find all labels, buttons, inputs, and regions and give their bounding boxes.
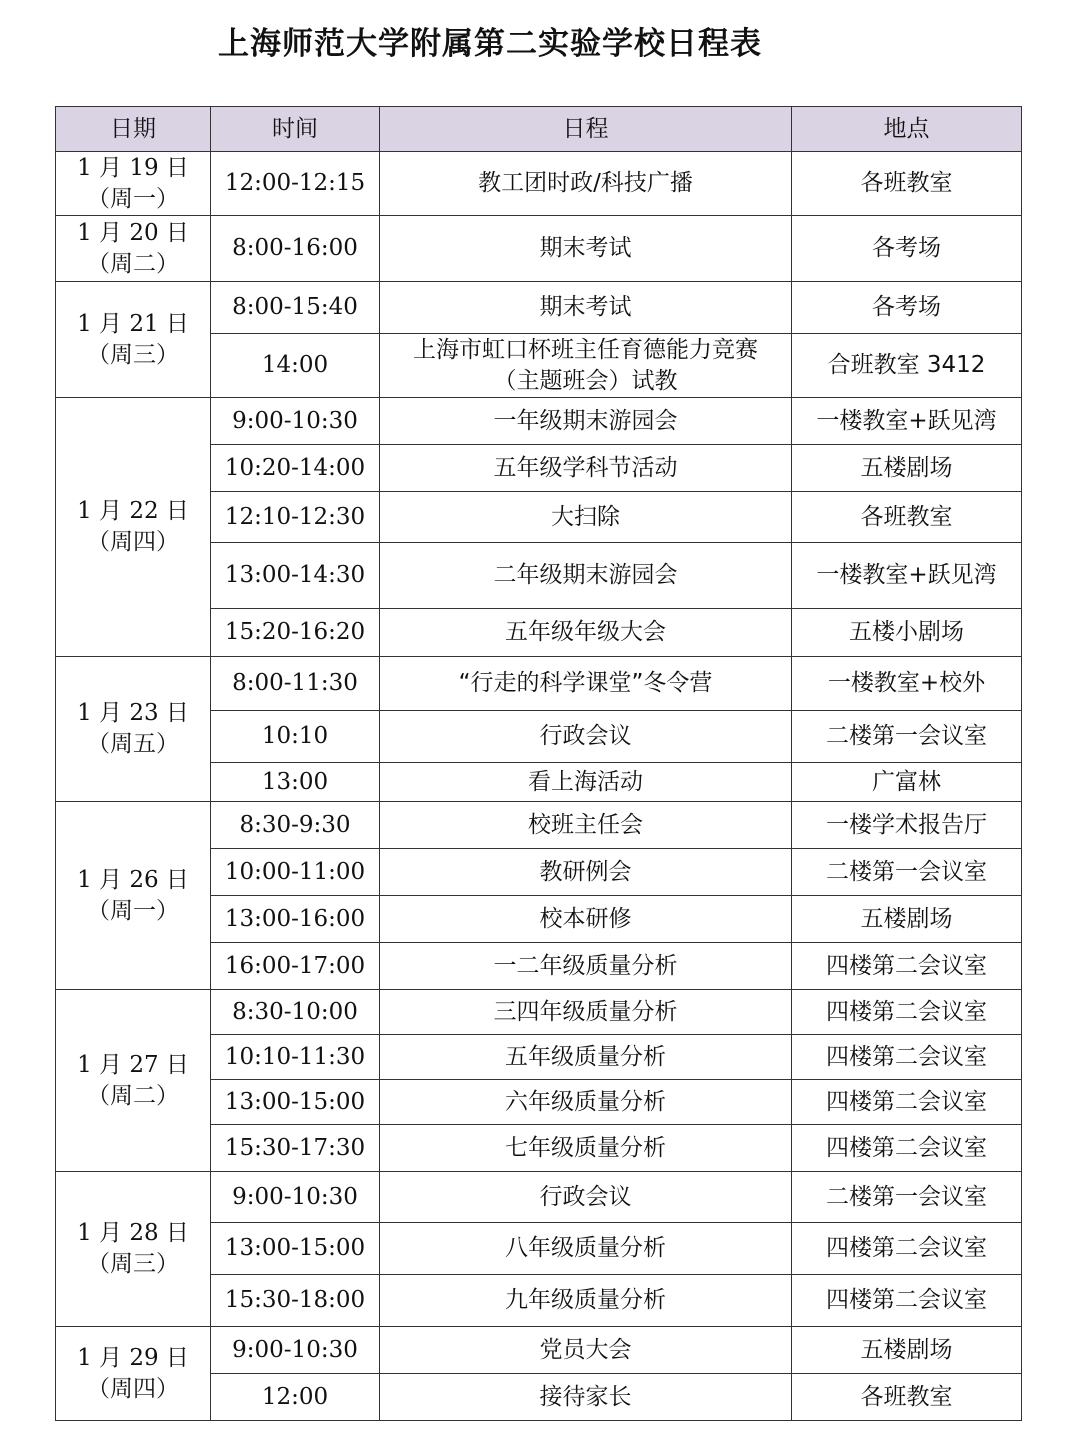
date-label: 1 月 19 日 (77, 154, 189, 181)
time-cell: 9:00-10:30 (211, 1172, 380, 1223)
event-line: （主题班会）试教 (493, 367, 678, 394)
time-cell: 9:00-10:30 (211, 1327, 380, 1374)
date-cell (56, 990, 211, 1172)
event-cell: 三四年级质量分析 (380, 990, 792, 1035)
time-cell: 15:30-18:00 (211, 1275, 380, 1327)
time-cell: 8:00-15:40 (211, 282, 380, 334)
time-cell: 8:30-9:30 (211, 802, 380, 849)
date-cell (56, 802, 211, 990)
place-cell: 各班教室 (792, 1374, 1022, 1421)
weekday-label: （周二） (87, 250, 179, 277)
event-cell: 期末考试 (380, 282, 792, 334)
date-label: 1 月 21 日 (77, 310, 189, 337)
schedule-body (56, 152, 1022, 1421)
time-cell: 13:00-16:00 (211, 896, 380, 943)
event-cell: 五年级学科节活动 (380, 445, 792, 492)
date-label: 1 月 26 日 (77, 866, 189, 893)
event-cell: 行政会议 (380, 1172, 792, 1223)
header-date: 日期 (56, 107, 211, 152)
place-cell: 各班教室 (792, 152, 1022, 216)
weekday-label: （周五） (87, 731, 179, 757)
page-title: 上海师范大学附属第二实验学校日程表 (218, 26, 762, 62)
event-cell: 六年级质量分析 (380, 1080, 792, 1125)
event-cell: 五年级质量分析 (380, 1035, 792, 1080)
place-cell: 四楼第二会议室 (792, 943, 1022, 990)
place-cell: 各考场 (792, 216, 1022, 282)
time-cell: 13:00-15:00 (211, 1223, 380, 1275)
time-cell: 10:10 (211, 711, 380, 763)
header-time: 时间 (211, 107, 380, 152)
schedule-table (55, 106, 1022, 1421)
place-cell: 合班教室 3412 (792, 334, 1022, 398)
table-row (56, 657, 1022, 711)
date-cell (56, 282, 211, 398)
table-row (56, 398, 1022, 445)
event-cell: 九年级质量分析 (380, 1275, 792, 1327)
weekday-label: （周二） (87, 1082, 179, 1109)
place-cell: 各考场 (792, 282, 1022, 334)
event-cell: 期末考试 (380, 216, 792, 282)
time-cell: 10:10-11:30 (211, 1035, 380, 1080)
event-cell: 八年级质量分析 (380, 1223, 792, 1275)
time-cell: 12:10-12:30 (211, 492, 380, 543)
place-cell: 二楼第一会议室 (792, 849, 1022, 896)
place-cell: 二楼第一会议室 (792, 711, 1022, 763)
place-cell: 五楼剧场 (792, 1327, 1022, 1374)
date-label: 1 月 29 日 (77, 1344, 189, 1371)
weekday-label: （周三） (87, 1251, 179, 1277)
time-cell: 10:20-14:00 (211, 445, 380, 492)
event-cell: 五年级年级大会 (380, 609, 792, 657)
place-cell: 五楼小剧场 (792, 609, 1022, 657)
time-cell: 8:00-11:30 (211, 657, 380, 711)
place-cell: 四楼第二会议室 (792, 990, 1022, 1035)
event-cell (380, 334, 792, 398)
event-cell: 一二年级质量分析 (380, 943, 792, 990)
table-row (56, 152, 1022, 216)
place-cell: 四楼第二会议室 (792, 1035, 1022, 1080)
place-cell: 一楼学术报告厅 (792, 802, 1022, 849)
weekday-label: （周四） (87, 529, 179, 555)
place-cell: 各班教室 (792, 492, 1022, 543)
weekday-label: （周一） (87, 185, 179, 212)
place-cell: 一楼教室+跃见湾 (792, 543, 1022, 609)
table-row (56, 1327, 1022, 1374)
time-cell: 12:00-12:15 (211, 152, 380, 216)
date-label: 1 月 23 日 (77, 700, 189, 726)
event-cell: 教工团时政/科技广播 (380, 152, 792, 216)
table-row (56, 216, 1022, 282)
header-place: 地点 (792, 107, 1022, 152)
date-cell (56, 216, 211, 282)
place-cell: 四楼第二会议室 (792, 1080, 1022, 1125)
event-cell: 校本研修 (380, 896, 792, 943)
event-cell: 大扫除 (380, 492, 792, 543)
place-cell: 二楼第一会议室 (792, 1172, 1022, 1223)
weekday-label: （周四） (87, 1375, 179, 1402)
place-cell: 一楼教室+校外 (792, 657, 1022, 711)
event-cell: 二年级期末游园会 (380, 543, 792, 609)
time-cell: 8:30-10:00 (211, 990, 380, 1035)
event-cell: 行政会议 (380, 711, 792, 763)
event-cell: 接待家长 (380, 1374, 792, 1421)
place-cell: 五楼剧场 (792, 896, 1022, 943)
date-cell (56, 152, 211, 216)
time-cell: 9:00-10:30 (211, 398, 380, 445)
event-cell: 看上海活动 (380, 763, 792, 802)
time-cell: 13:00 (211, 763, 380, 802)
weekday-label: （周一） (87, 897, 179, 924)
time-cell: 12:00 (211, 1374, 380, 1421)
event-cell: “行走的科学课堂”冬令营 (380, 657, 792, 711)
time-cell: 15:20-16:20 (211, 609, 380, 657)
time-cell: 13:00-14:30 (211, 543, 380, 609)
table-row (56, 990, 1022, 1035)
event-cell: 七年级质量分析 (380, 1125, 792, 1172)
time-cell: 14:00 (211, 334, 380, 398)
header-event: 日程 (380, 107, 792, 152)
date-cell (56, 1327, 211, 1421)
date-label: 1 月 28 日 (77, 1220, 189, 1246)
time-cell: 16:00-17:00 (211, 943, 380, 990)
place-cell: 一楼教室+跃见湾 (792, 398, 1022, 445)
time-cell: 8:00-16:00 (211, 216, 380, 282)
place-cell: 四楼第二会议室 (792, 1223, 1022, 1275)
place-cell: 广富林 (792, 763, 1022, 802)
place-cell: 五楼剧场 (792, 445, 1022, 492)
date-label: 1 月 22 日 (77, 498, 189, 524)
header-row (56, 107, 1022, 152)
date-label: 1 月 27 日 (77, 1051, 189, 1078)
event-cell: 教研例会 (380, 849, 792, 896)
weekday-label: （周三） (87, 341, 179, 368)
table-row (56, 1172, 1022, 1223)
place-cell: 四楼第二会议室 (792, 1125, 1022, 1172)
time-cell: 10:00-11:00 (211, 849, 380, 896)
date-cell (56, 398, 211, 657)
event-cell: 一年级期末游园会 (380, 398, 792, 445)
date-label: 1 月 20 日 (77, 219, 189, 246)
time-cell: 15:30-17:30 (211, 1125, 380, 1172)
event-cell: 党员大会 (380, 1327, 792, 1374)
place-cell: 四楼第二会议室 (792, 1275, 1022, 1327)
table-row (56, 282, 1022, 334)
date-cell (56, 1172, 211, 1327)
event-cell: 校班主任会 (380, 802, 792, 849)
table-row (56, 802, 1022, 849)
event-line: 上海市虹口杯班主任育德能力竞赛 (413, 336, 758, 363)
date-cell (56, 657, 211, 802)
time-cell: 13:00-15:00 (211, 1080, 380, 1125)
